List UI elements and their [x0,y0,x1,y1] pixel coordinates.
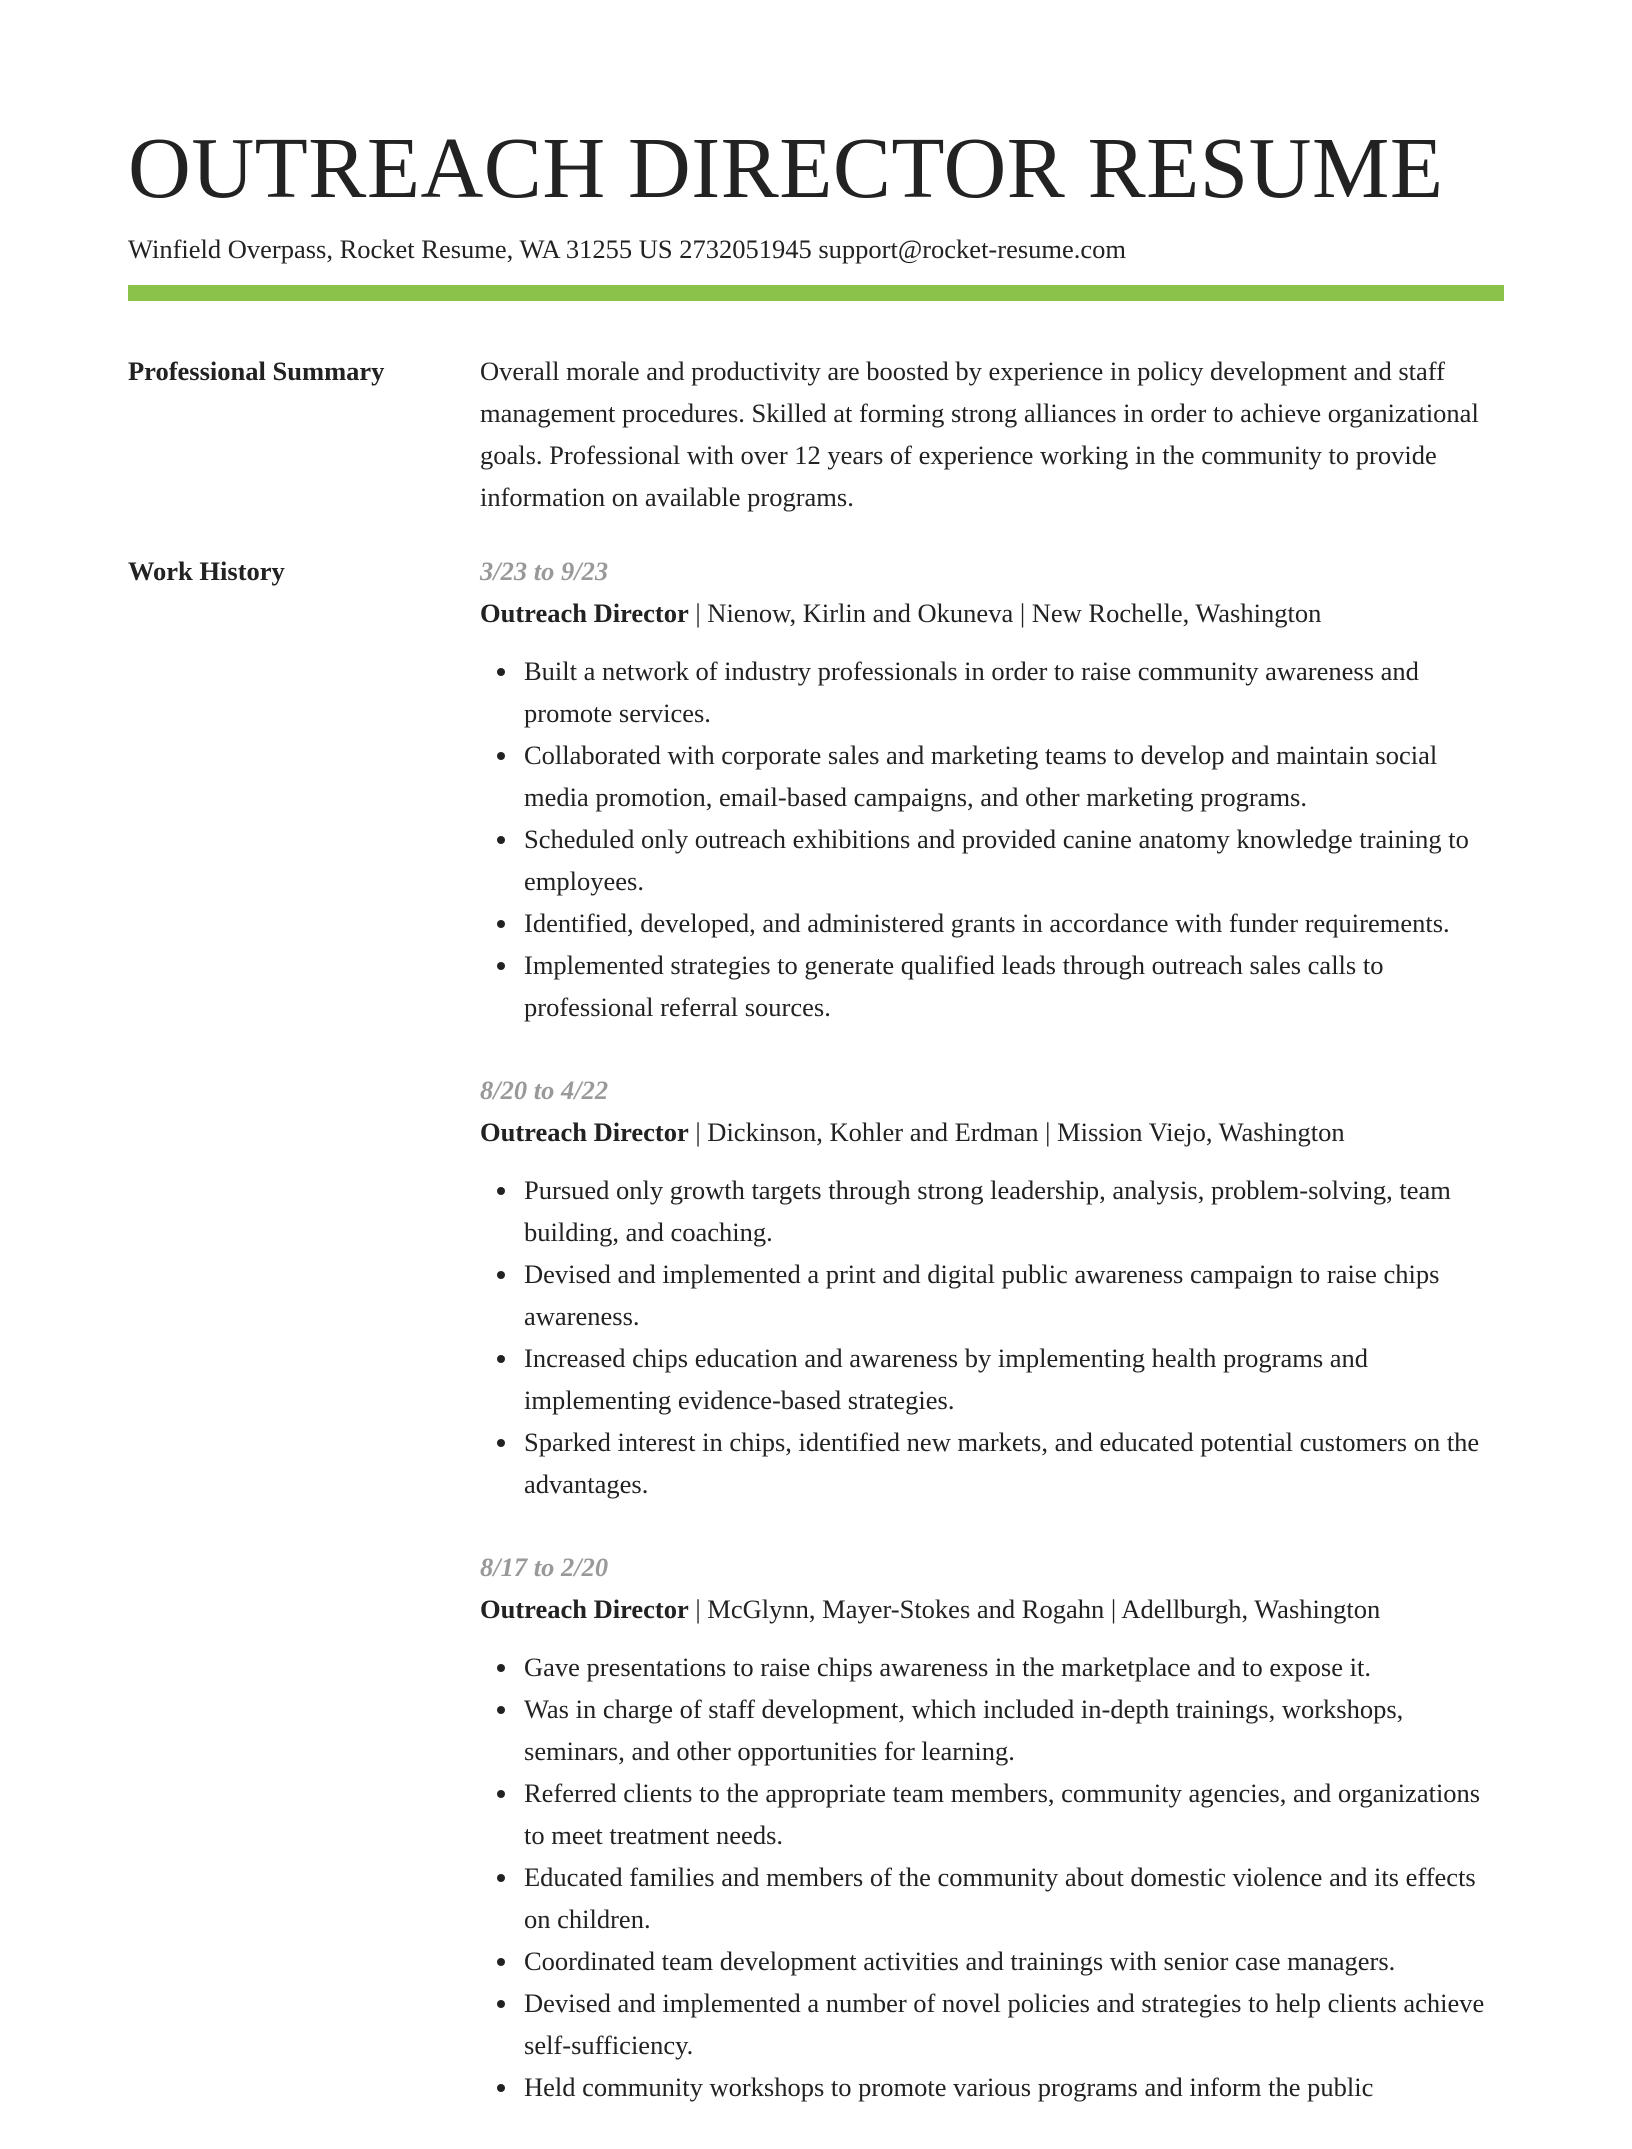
job-bullet-list [480,650,1504,1028]
job-bullet: Referred clients to the appropriate team members, community agencies, and organizations to meet treatment needs. [524,1772,1504,1856]
job-bullet: Increased chips education and awareness by implementing health programs and implementing evidence-based strategies. [524,1337,1504,1421]
job-bullet: Pursued only growth targets through strong leadership, analysis, problem-solving, team building, and coaching. [524,1169,1504,1253]
job-heading-line [480,1588,1504,1630]
job-dates: 8/17 to 2/20 [480,1552,609,1582]
professional-summary-heading: Professional Summary [128,356,385,386]
job-heading-line [480,1111,1504,1153]
job-bullet: Coordinated team development activities and trainings with senior case managers. [524,1940,1504,1982]
contact-line: Winfield Overpass, Rocket Resume, WA 31255 US 2732051945 support@rocket-resume.com [128,234,1127,264]
job-employer-location: | Dickinson, Kohler and Erdman | Mission Viejo, Washington [688,1117,1345,1147]
job-bullet: Gave presentations to raise chips awareness in the marketplace and to expose it. [524,1646,1504,1688]
work-history-heading: Work History [128,556,285,586]
work-history-list [480,550,1504,2149]
job-bullet: Was in charge of staff development, which included in-depth trainings, workshops, seminars, and other opportunities for learning. [524,1688,1504,1772]
job-dates: 3/23 to 9/23 [480,556,609,586]
job-bullet-list [480,1169,1504,1505]
job-entry [480,1069,1504,1505]
resume-title: OUTREACH DIRECTOR RESUME [128,119,1444,216]
job-bullet: Built a network of industry professionals in order to raise community awareness and promote services. [524,650,1504,734]
job-title: Outreach Director [480,1594,689,1624]
job-entry [480,1546,1504,2108]
job-bullet: Implemented strategies to generate qualified leads through outreach sales calls to professional referral sources. [524,944,1504,1028]
job-bullet: Identified, developed, and administered grants in accordance with funder requirements. [524,902,1504,944]
professional-summary-body [480,350,1504,518]
job-heading-line [480,592,1504,634]
job-title: Outreach Director [480,598,689,628]
job-dates: 8/20 to 4/22 [480,1075,609,1105]
professional-summary-text: Overall morale and productivity are boosted by experience in policy development and staff management procedures. Skilled at forming strong alliances in order to achieve organizational goals. Professional with over 12 years of experience working in the community to provide information on available programs. [480,356,1479,512]
job-bullet: Held community workshops to promote various programs and inform the public [524,2066,1504,2108]
job-employer-location: | McGlynn, Mayer-Stokes and Rogahn | Adellburgh, Washington [688,1594,1381,1624]
job-title: Outreach Director [480,1117,689,1147]
job-entry [480,550,1504,1028]
job-bullet: Sparked interest in chips, identified new markets, and educated potential customers on the advantages. [524,1421,1504,1505]
job-employer-location: | Nienow, Kirlin and Okuneva | New Rochelle, Washington [688,598,1322,628]
job-bullet: Devised and implemented a print and digital public awareness campaign to raise chips awareness. [524,1253,1504,1337]
job-bullet-list [480,1646,1504,2108]
accent-divider [128,285,1504,301]
job-bullet: Scheduled only outreach exhibitions and provided canine anatomy knowledge training to employees. [524,818,1504,902]
job-bullet: Collaborated with corporate sales and marketing teams to develop and maintain social media promotion, email-based campaigns, and other marketing programs. [524,734,1504,818]
job-bullet: Devised and implemented a number of novel policies and strategies to help clients achieve self-sufficiency. [524,1982,1504,2066]
job-bullet: Educated families and members of the community about domestic violence and its effects on children. [524,1856,1504,1940]
